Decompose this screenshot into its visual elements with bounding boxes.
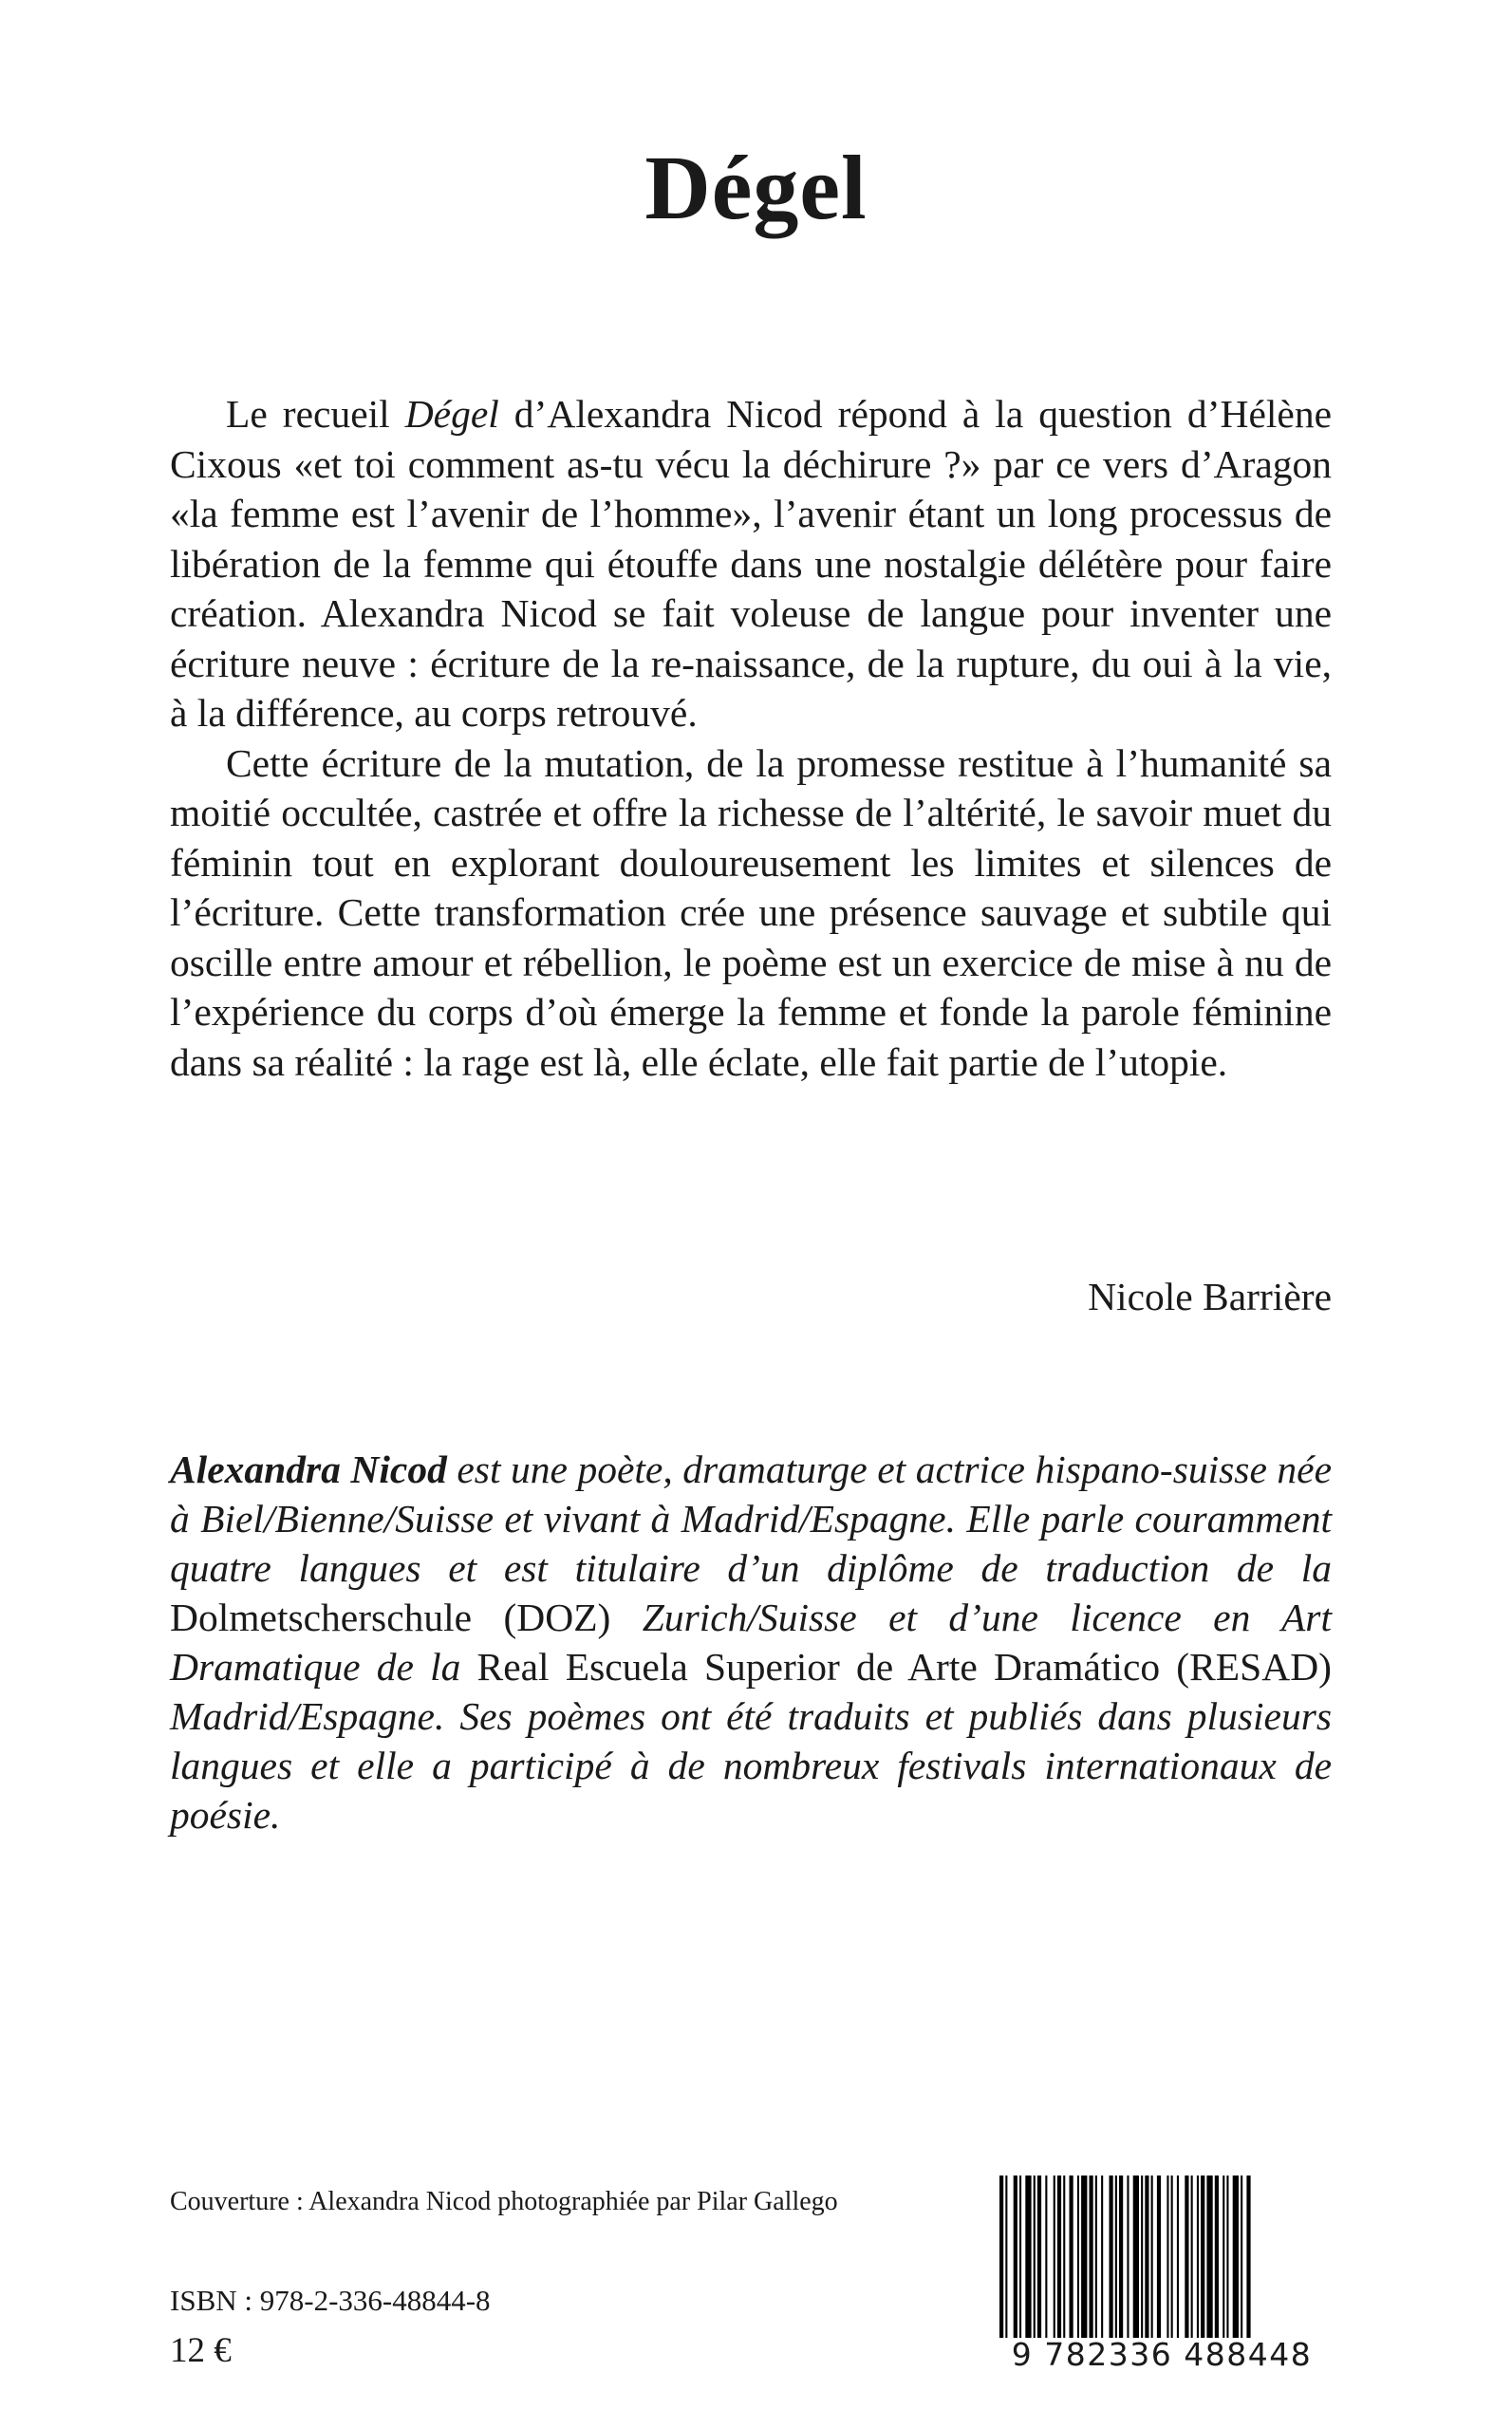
summary-paragraph-1: Le recueil Dégel d’Alexandra Nicod répond à la question d’Hélène Cixous «et toi comment as-tu vécu la déchirure ?» par ce vers d’Aragon «la femme est l’avenir de l’homme», l’avenir étant un long processus de libération de la femme qui étouffe dans une nostalgie délétère pour faire création. Alexandra Nicod se fait voleuse de langue pour inventer une écriture neuve : écriture de la re-naissance, de la rupture, du oui à la vie, à la différence, au corps retrouvé.: [170, 392, 1332, 735]
cover-credit: Couverture : Alexandra Nicod photographiée par Pilar Gallego: [170, 2187, 838, 2216]
isbn: ISBN : 978-2-336-48844-8: [170, 2284, 491, 2317]
summary-signature: Nicole Barrière: [1088, 1275, 1332, 1318]
summary-paragraph-2: Cette écriture de la mutation, de la promesse restitue à l’humanité sa moitié occultée, castrée et offre la richesse de l’altérité, le savoir muet du féminin tout en explorant douloureusement les limites et silences de l’écriture. Cette transformation crée une présence sauvage et subtile qui oscille entre amour et rébellion, le poème est un exercice de mise à nu de l’expérience du corps d’où émerge la femme et fonde la parole féminine dans sa réalité : la rage est là, elle éclate, elle fait partie de l’utopie.: [170, 740, 1332, 1084]
price: 12 €: [170, 2331, 232, 2370]
author-bio: Alexandra Nicod est une poète, dramaturge et actrice hispano-suisse née à Biel/Bienne/Suisse et vivant à Madrid/Espagne. Elle parle couramment quatre langues et est titulaire d’un diplôme de traduction de la Dolmetscherschule (DOZ) Zurich/Suisse et d’une licence en Art Dramatique de la Real Escuela Superior de Arte Dramático (RESAD) Madrid/Espagne. Ses poèmes ont été traduits et publiés dans plusieurs langues et elle a participé à de nombreux festivals internationaux de poésie.: [170, 1447, 1332, 1837]
barcode-digits: 9 782336 488448: [997, 2338, 1327, 2372]
author-name: Alexandra Nicod: [170, 1447, 447, 1491]
barcode-bars: [997, 2176, 1327, 2342]
barcode: [997, 2176, 1327, 2373]
summary-text: [170, 389, 1332, 1087]
book-title-italic: Dégel: [404, 392, 499, 436]
book-title: Dégel: [644, 137, 868, 238]
